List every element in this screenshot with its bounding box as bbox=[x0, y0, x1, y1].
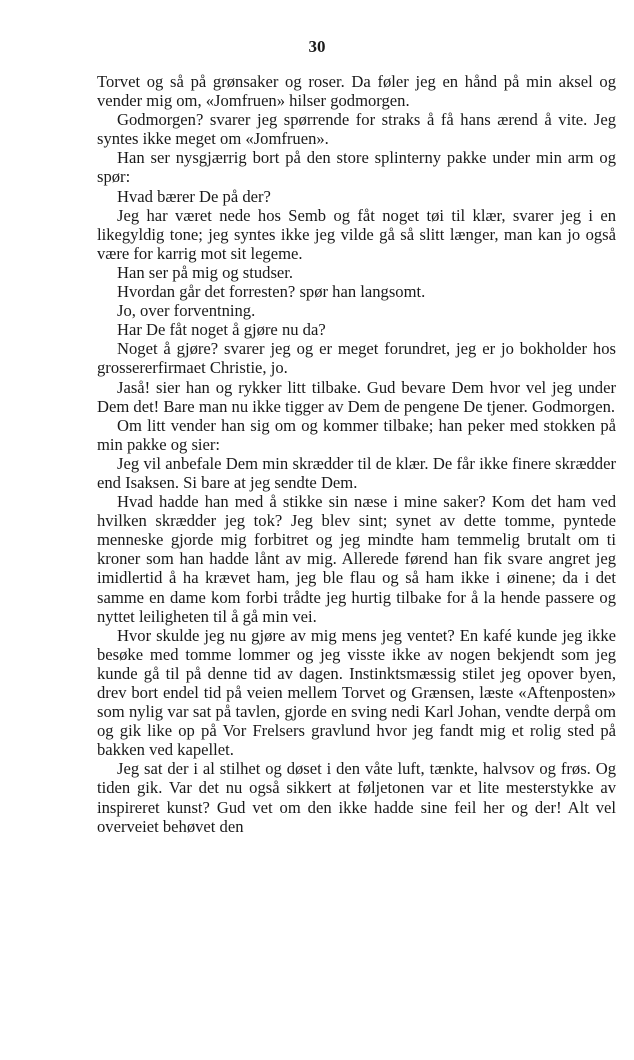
body-text bbox=[97, 72, 616, 836]
page-number: 30 bbox=[308, 37, 326, 56]
paragraph: Torvet og så på grønsaker og roser. Da føler jeg en hånd på min aksel og vender mig om, «Jomfruen» hilser godmorgen. bbox=[97, 72, 616, 111]
paragraph: Jaså! sier han og rykker litt tilbake. Gud bevare Dem hvor vel jeg under Dem det! Bare man nu ikke tigger av Dem de pengene De tjener. Godmorgen. bbox=[97, 377, 616, 416]
paragraph: Har De fåt noget å gjøre nu da? bbox=[117, 320, 326, 340]
paragraph: Hvordan går det forresten? spør han langsomt. bbox=[117, 282, 426, 302]
paragraph: Godmorgen? svarer jeg spørrende for straks å få hans ærend å vite. Jeg syntes ikke meget om «Jomfruen». bbox=[97, 110, 616, 149]
paragraph: Jeg sat der i al stilhet og døset i den våte luft, tænkte, halvsov og frøs. Og tiden gik. Var det nu også sikkert at føljetonen var et lite mesterstykke av inspireret kunst? Gud vet om den ikke hadde sine feil her og der! Alt vel overveiet behøvet den bbox=[97, 759, 616, 836]
paragraph: Om litt vender han sig om og kommer tilbake; han peker med stokken på min pakke og sier: bbox=[97, 415, 616, 454]
paragraph: Jeg vil anbefale Dem min skrædder til de klær. De får ikke finere skrædder end Isaksen. Si bare at jeg sendte Dem. bbox=[97, 453, 616, 492]
paragraph: Hvad bærer De på der? bbox=[117, 186, 271, 206]
paragraph: Han ser på mig og studser. bbox=[117, 262, 294, 282]
paragraph: Jo, over forventning. bbox=[117, 301, 256, 321]
paragraph: Noget å gjøre? svarer jeg og er meget forundret, jeg er jo bokholder hos grossererfirmaet Christie, jo. bbox=[97, 339, 616, 378]
paragraph: Hvad hadde han med å stikke sin næse i mine saker? Kom det ham ved hvilken skrædder jeg tok? Jeg blev sint; synet av dette tomme, pyntede menneske gjorde mig forbitret og jeg mindte ham temmelig brutalt om ti kroner som han hadde lånt av mig. Allerede førend han fik svare angret jeg imidlertid å ha krævet ham, jeg ble flau og så ham ikke i øinene; da i det samme en dame kom forbi trådte jeg hurtig tilbake for å la hende passere og nyttet leiligheten til å gå min vei. bbox=[97, 492, 616, 626]
paragraph: Han ser nysgjærrig bort på den store splinterny pakke under min arm og spør: bbox=[97, 148, 616, 187]
paragraph: Hvor skulde jeg nu gjøre av mig mens jeg ventet? En kafé kunde jeg ikke besøke med tomme lommer og jeg visste ikke av nogen bekjendt som jeg kunde gå til på denne tid av dagen. Instinktsmæssig stilet jeg opover byen, drev bort endel tid på veien mellem Torvet og Grænsen, læste «Aftenposten» som nylig var sat på tavlen, gjorde en sving nedi Karl Johan, vendte derpå om og gik like op på Vor Frelsers gravlund hvor jeg fandt mig et rolig sted på bakken ved kapellet. bbox=[97, 625, 616, 760]
paragraph: Jeg har været nede hos Semb og fåt noget tøi til klær, svarer jeg i en likegyldig tone; jeg syntes ikke jeg vilde gå så slitt længer, man kan jo også være for karrig mot sit legeme. bbox=[97, 205, 616, 263]
